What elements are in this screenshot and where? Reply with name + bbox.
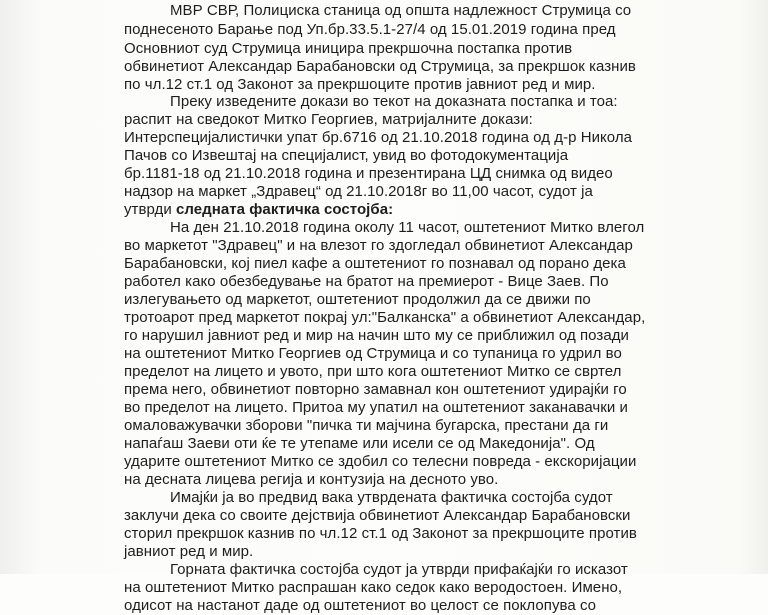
text-line: распит на сведокот Митко Георгиев, матријалните докази: (124, 111, 533, 128)
text-line: поднесеното Барање под Уп.бр.33.5.1-27/4 од 15.01.2019 година пред (124, 21, 616, 38)
text-run: утврди (124, 201, 176, 218)
text-line: Преку изведените докази во текот на доказната постапка и тоа: (170, 93, 618, 110)
text-line: сторил прекршок казнив по чл.12 ст.1 од Законот за прекршоците против (124, 525, 637, 542)
text-line: Основниот суд Струмица иницира прекршочна постапка против (124, 40, 573, 57)
text-line: одисот на настанот даде од оштетениот во целост се поклопува со (124, 597, 597, 614)
text-line: Интерспецијалистички упат бр.6716 од 21.10.2018 година од д-р Никола (124, 129, 633, 146)
text-line: го нарушил јавниот ред и мир на начин што му се приближил од позади (124, 327, 629, 344)
text-line: Горната фактичка состојба судот ја утврди прифаќајќи го исказот (170, 561, 628, 578)
text-line: На ден 21.10.2018 година околу 11 часот, оштетениот Митко влегол (170, 219, 645, 236)
text-line: пределот на лицето и увото, при што кога оштетениот Митко се свртел (124, 363, 622, 380)
text-line: Пачов со Извештај на специјалист, увид во фотодокументација (124, 147, 569, 164)
text-line: МВР СВР, Полициска станица од општа надлежност Струмица со (170, 2, 632, 19)
section-heading: следната фактичка состојба: (176, 201, 394, 218)
text-line: на оштетениот Митко распрашан како седок како веродостоен. Имено, (124, 579, 623, 596)
text-line: на оштетениот Митко Георгиев од Струмица и со тупаница го удрил во (124, 345, 622, 362)
text-line: јавниот ред и мир. (124, 543, 254, 560)
text-line: на десната лицева регија и контузија на десното уво. (124, 471, 499, 488)
text-line: обвинетиот Александар Барабановски од Струмица, за прекршок казнив (124, 58, 636, 75)
text-line: Имајќи ја во предвид вака утврдената фактичка состојба судот (170, 489, 613, 506)
text-line: надзор на маркет „Здравец“ од 21.10.2018г во 11,00 часот, судот ја (124, 183, 593, 200)
text-line: ударите оштетениот Митко се здобил со телесни повреда - екскоријации (124, 453, 637, 470)
text-line: Барабановски, кој пиел кафе а оштетениот го познавал од порано дека (124, 255, 626, 272)
text-line (124, 201, 393, 219)
text-line: работел како обезбедување на братот на премиерот - Вице Заев. По (124, 273, 609, 290)
text-line: во маркетот "Здравец" и на влезот го здогледал обвинетиот Александар (124, 237, 633, 254)
text-line: омаловажувачки зборови "пичка ти мајчина бугарска, престани да ги (124, 417, 609, 434)
text-line: према него, обвинетиот повторно замавнал кон оштетениот удирајќи го (124, 381, 627, 398)
text-line: во пределот на лицето. Притоа му упатил на оштетениот закана​вачки и (124, 399, 628, 416)
text-line: тротоарот пред маркетот покрај ул:"Балканска" а обвинетиот Александар, (124, 309, 646, 326)
text-line: напаѓаш Заеви оти ќе те утепаме или исели се од Македонија". Од (124, 435, 595, 452)
text-line: бр.1181-18 од 21.10.2018 година и презентирана ЦД снимка од видео (124, 165, 613, 182)
text-line: по чл.12 ст.1 од Законот за прекршоците против јавниот ред и мир. (124, 76, 596, 93)
text-line: заклучи дека со своите дејствија обвинетиот Александар Барабановски (124, 507, 631, 524)
text-line: излегувањето од маркетот, оштетениот продолжил да се движи по (124, 291, 591, 308)
